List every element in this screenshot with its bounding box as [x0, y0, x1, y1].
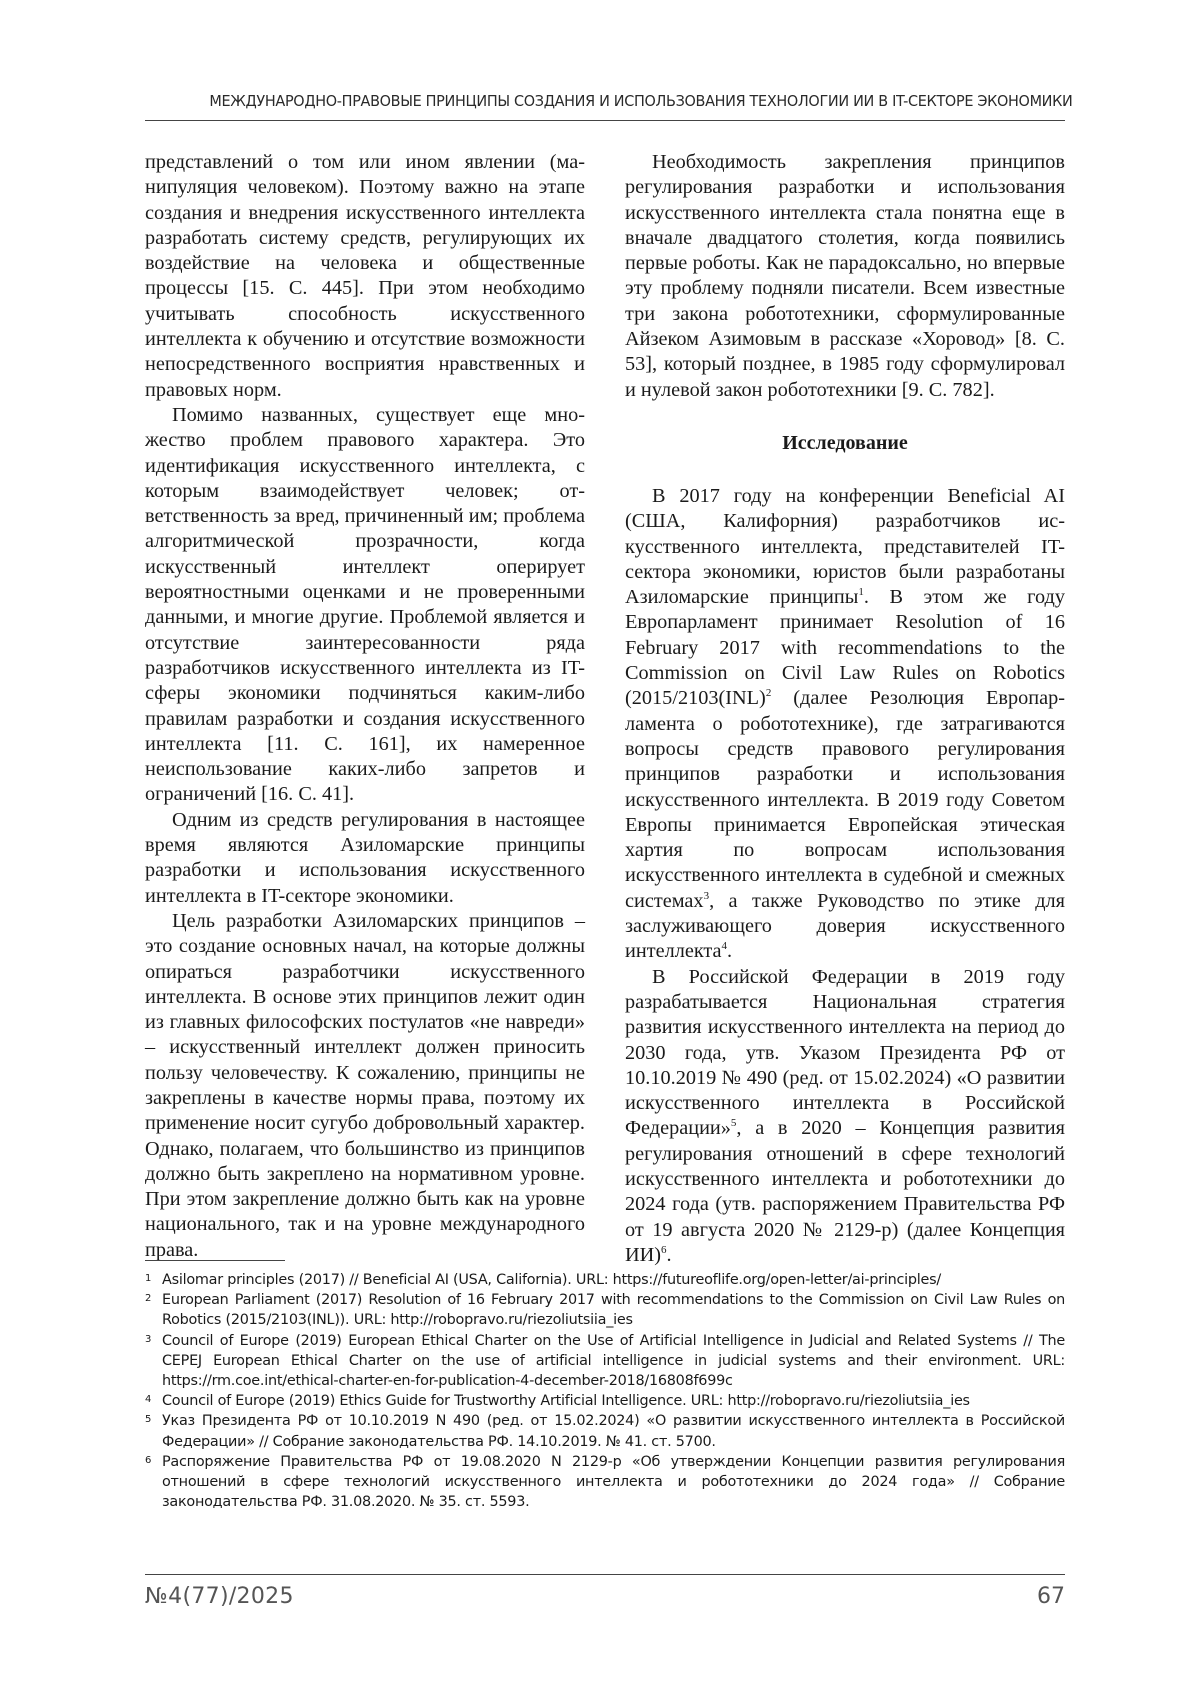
footnote	[145, 1452, 1065, 1513]
footer-rule	[145, 1574, 1065, 1575]
header-rule	[145, 120, 1065, 121]
footnote	[145, 1270, 1065, 1290]
left-paragraph-4: Цель разработки Азиломарских принципов – это создание основных начал, на которые должны опираться разработчики искусственного интеллекта. В основе этих принципов лежит один из главных философских постулатов «не навреди» – искусственный интеллект должен приносить пользу человечеству. К сожалению, принципы не закреплены в качестве нормы права, поэтому их применение носит сугубо добровольный характер. Однако, полагаем, что большинство из принципов должно быть закреплено на нормативном уровне. При этом закрепление должно быть как на уровне национального, так и на уровне международного права.	[145, 909, 585, 1261]
paragraph-text: В Российской Федерации в 2019 году разрабатывается Национальная стратегия развития искусственного интеллекта на период до 2030 года, утв. Указом Президента РФ от 10.10.2019 № 490 (ред. от 15.02.2024) «О развитии искусственного интеллекта в Российской Федерации»	[625, 965, 1065, 1140]
footnote-ref-1[interactable]: 1	[858, 586, 864, 599]
left-column	[145, 150, 585, 1263]
paragraph-text: (далее Резолюция Европарламента о робототехнике), где затрагиваются вопросы средств правового регулирования принципов разработки и использования искусственного интеллекта. В 2019 году Советом Европы принимается Европейская этическая хартия по вопросам использования искусственного интеллекта в судебной и смежных системах	[625, 687, 1065, 912]
footnote-text: Указ Президента РФ от 10.10.2019 N 490 (ред. от 15.02.2024) «О развитии искусственного интеллекта в Российской Федерации» // Собрание законодательства РФ. 14.10.2019. № 41. ст. 5700.	[162, 1413, 1065, 1450]
left-paragraph-1: представлений о том или ином явлении (манипуляция человеком). Поэтому важно на этапе создания и внедрения искусственного интеллекта разработать систему средств, регулирующих их воздействие на человека и общественные процессы [15. С. 445]. При этом необходимо учитывать способность искусственного интеллекта к обучению и отсутствие возможности непосредственного восприятия нравственных и правовых норм.	[145, 151, 585, 401]
footnote-ref-2[interactable]: 2	[765, 687, 772, 700]
footnote-text: Распоряжение Правительства РФ от 19.08.2020 N 2129-р «Об утверждении Концепции развития регулирования отношений в сфере технологий искусственного интеллекта и робототехники до 2024 года» // Собрание законодательства РФ. 31.08.2020. № 35. ст. 5593.	[162, 1453, 1065, 1511]
page-number: 67	[1037, 1584, 1065, 1609]
right-paragraph-1: Необходимость закрепления принципов регулирования разработки и использования искусственного интеллекта стала понятна еще в вначале двадцатого столетия, когда появились первые роботы. Как не парадоксально, но впервые эту проблему подняли писатели. Всем известные три закона робототехники, сформулированные Айзеком Азимовым в рассказе «Хоровод» [8. С. 53], который позднее, в 1985 году сформулировал и нулевой закон робототехники [9. С. 782].	[625, 151, 1065, 401]
footnote	[145, 1290, 1065, 1330]
footnote-number: 6	[145, 1454, 152, 1466]
footnote-ref-5[interactable]: 5	[730, 1117, 737, 1130]
footnote-text: Council of Europe (2019) Ethics Guide for Trustworthy Artificial Intelligence. URL: http://robopravo.ru/riezoliutsiia_ies	[162, 1393, 970, 1410]
section-heading: Исследование	[782, 431, 908, 454]
paragraph-text: В 2017 году на конференции Beneficial AI (США, Калифорния) разработчиков искусственного интеллекта, представителей IT-сектора экономики, юристов были разработаны Азиломарские принципы	[625, 484, 1065, 609]
footnote	[145, 1391, 1065, 1411]
issue-number: №4(77)/2025	[145, 1584, 294, 1609]
right-column	[625, 150, 1065, 1268]
footnote	[145, 1411, 1065, 1451]
left-paragraph-3: Одним из средств регулирования в настоящее время являются Азиломарские принципы разработки и использования искусственного интеллекта в IT-секторе экономики.	[145, 808, 585, 907]
paragraph-text: .	[666, 1243, 672, 1266]
footnote-ref-6[interactable]: 6	[661, 1244, 667, 1257]
footnote-number: 4	[145, 1394, 152, 1406]
footnote-text: Council of Europe (2019) European Ethical Charter on the Use of Artificial Intelligence in Judicial and Related Systems // The CEPEJ European Ethical Charter on the use of artificial intelligence in judicial systems and their environment. URL: https://rm.coe.int/ethical-charter-en-for-publication-4-december-2018/16808f699c	[162, 1332, 1065, 1390]
paragraph-text: , а в 2020 – Концепция развития регулирования отношений в сфере технологий искусственного интеллекта и робототехники до 2024 года (утв. распоряжением Правительства РФ от 19 августа 2020 № 2129-р) (далее Концепция ИИ)	[625, 1117, 1065, 1266]
running-title: МЕЖДУНАРОДНО-ПРАВОВЫЕ ПРИНЦИПЫ СОЗДАНИЯ И ИСПОЛЬЗОВАНИЯ ТЕХНОЛОГИИ ИИ В IT-СЕКТОРЕ ЭКОНОМИКИ	[209, 92, 1073, 110]
right-paragraph-3	[625, 965, 1065, 1269]
footnote-ref-4[interactable]: 4	[721, 940, 728, 953]
footnote-ref-3[interactable]: 3	[703, 889, 710, 902]
paragraph-text: , а также Руководство по этике для заслуживающего доверия искусственного интеллекта	[625, 889, 1065, 963]
footnote-text: Asilomar principles (2017) // Beneficial AI (USA, California). URL: https://futureoflife.org/open-letter/ai-principles/	[162, 1272, 941, 1288]
footnote-number: 2	[145, 1293, 152, 1305]
footnote-number: 3	[145, 1333, 152, 1345]
footnote-separator	[145, 1260, 285, 1261]
footnote	[145, 1331, 1065, 1392]
footnotes	[145, 1270, 1065, 1512]
paragraph-text: . В этом же году Европарламент принимает Resolution of 16 February 2017 with recommendations to the Commission on Civil Law Rules on Robotics (2015/2103(INL)	[625, 586, 1066, 710]
footnote-number: 5	[145, 1414, 152, 1426]
right-paragraph-2	[625, 484, 1065, 965]
footnote-text: European Parliament (2017) Resolution of 16 February 2017 with recommendations to the Commission on Civil Law Rules on Robotics (2015/2103(INL)). URL: http://robopravo.ru/riezoliutsiia_ies	[162, 1292, 1065, 1329]
footnote-number: 1	[145, 1273, 152, 1284]
left-paragraph-2: Помимо названных, существует еще множество проблем правового характера. Это идентификация искусственного интеллекта, с которым взаимодействует человек; ответственность за вред, причиненный им; проблема алгоритмической прозрачности, когда искусственный интеллект оперирует вероятностными оценками и не проверенными данными, и многие другие. Проблемой является и отсутствие заинтересованности ряда разработчиков искусственного интеллекта из IT-сферы экономики подчиняться каким-либо правилам разработки и создания искусственного интеллекта [11. С. 161], их намеренное неиспользование каких-либо запретов и ограничений [16. С. 41].	[145, 403, 585, 806]
paragraph-text: .	[727, 940, 733, 963]
